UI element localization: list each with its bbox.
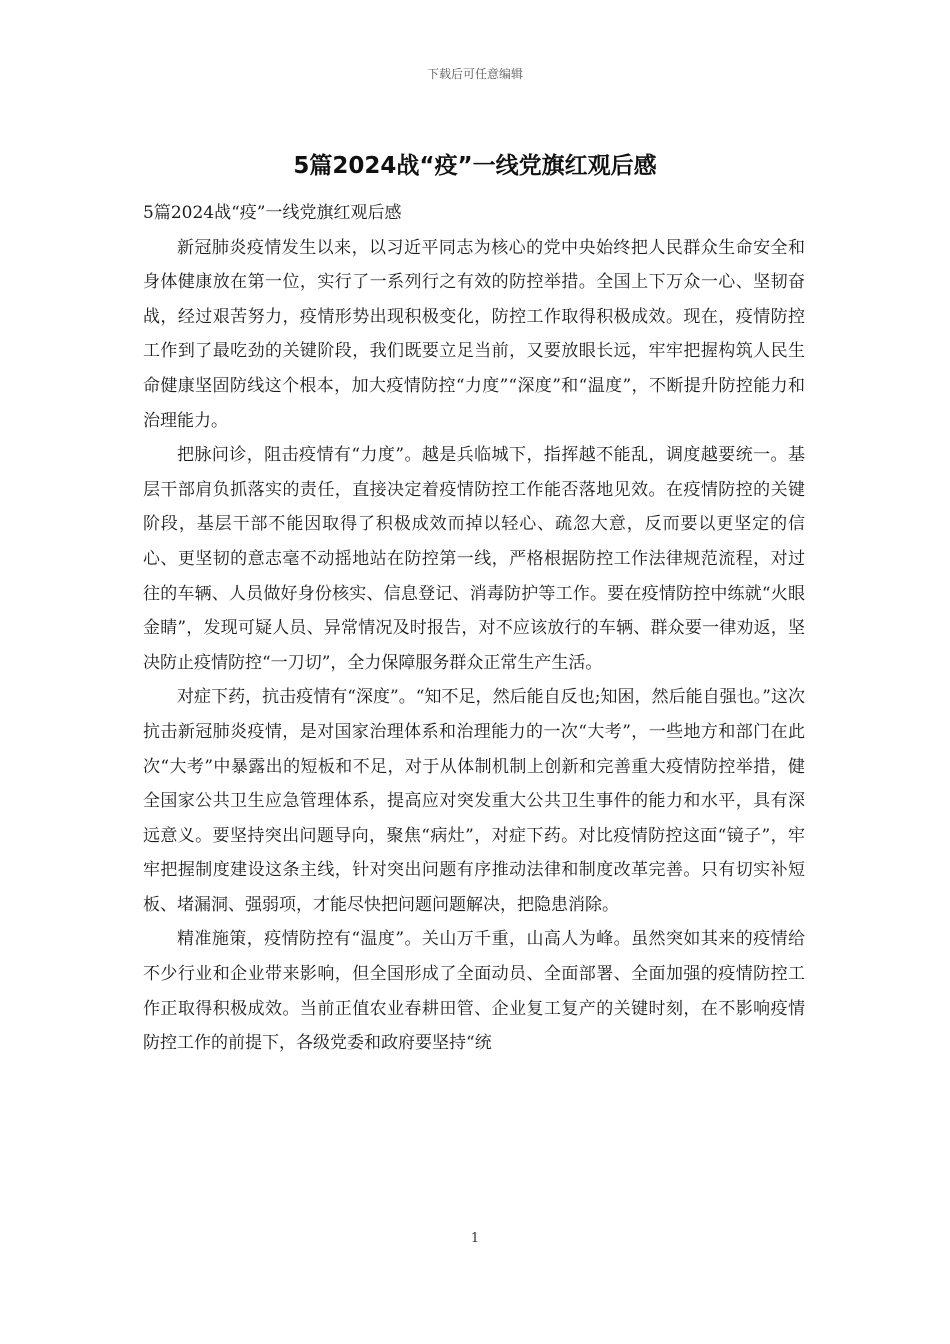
- paragraph-1: 新冠肺炎疫情发生以来，以习近平同志为核心的党中央始终把人民群众生命安全和身体健康放在第一位，实行了一系列行之有效的防控举措。全国上下万众一心、坚韧奋战，经过艰苦努力，疫情形势出现积极变化，防控工作取得积极成效。现在，疫情防控工作到了最吃劲的关键阶段，我们既要立足当前，又要放眼长远，牢牢把握构筑人民生命健康坚固防线这个根本，加大疫情防控“力度”“深度”和“温度”，不断提升防控能力和治理能力。: [143, 237, 805, 431]
- paragraph-2: 把脉问诊，阻击疫情有“力度”。越是兵临城下，指挥越不能乱，调度越要统一。基层干部肩负抓落实的责任，直接决定着疫情防控工作能否落地见效。在疫情防控的关键阶段，基层干部不能因取得了积极成效而掉以轻心、疏忽大意，反而要以更坚定的信心、更坚韧的意志毫不动摇地站在防控第一线，严格根据防控工作法律规范流程，对过往的车辆、人员做好身份核实、信息登记、消毒防护等工作。要在疫情防控中练就“火眼金睛”，发现可疑人员、异常情况及时报告，对不应该放行的车辆、群众要一律劝返，坚决防止疫情防控“一刀切”，全力保障服务群众正常生产生活。: [143, 445, 805, 673]
- page-header-note: 下载后可任意编辑: [426, 67, 523, 81]
- document-title: 5篇2024战“疫”一线党旗红观后感: [293, 153, 657, 179]
- paragraph-3: 对症下药，抗击疫情有“深度”。“知不足，然后能自反也;知困，然后能自强也。”这次抗击新冠肺炎疫情，是对国家治理体系和治理能力的一次“大考”，一些地方和部门在此次“大考”中暴露出的短板和不足，对于从体制机制上创新和完善重大疫情防控举措，健全国家公共卫生应急管理体系，提高应对突发重大公共卫生事件的能力和水平，具有深远意义。要坚持突出问题导向，聚焦“病灶”，对症下药。对比疫情防控这面“镜子”，牢牢把握制度建设这条主线，针对突出问题有序推动法律和制度改革完善。只有切实补短板、堵漏洞、强弱项，才能尽快把问题问题解决，把隐患消除。: [143, 687, 805, 915]
- page-number: 1: [470, 1231, 480, 1246]
- document-body: [143, 196, 805, 1061]
- document-subtitle: 5篇2024战“疫”一线党旗红观后感: [143, 203, 402, 223]
- paragraph-4: 精准施策，疫情防控有“温度”。关山万千重，山高人为峰。虽然突如其来的疫情给不少行业和企业带来影响，但全国形成了全面动员、全面部署、全面加强的疫情防控工作正取得积极成效。当前正值农业春耕田管、企业复工复产的关键时刻，在不影响疫情防控工作的前提下，各级党委和政府要坚持“统: [143, 929, 805, 1054]
